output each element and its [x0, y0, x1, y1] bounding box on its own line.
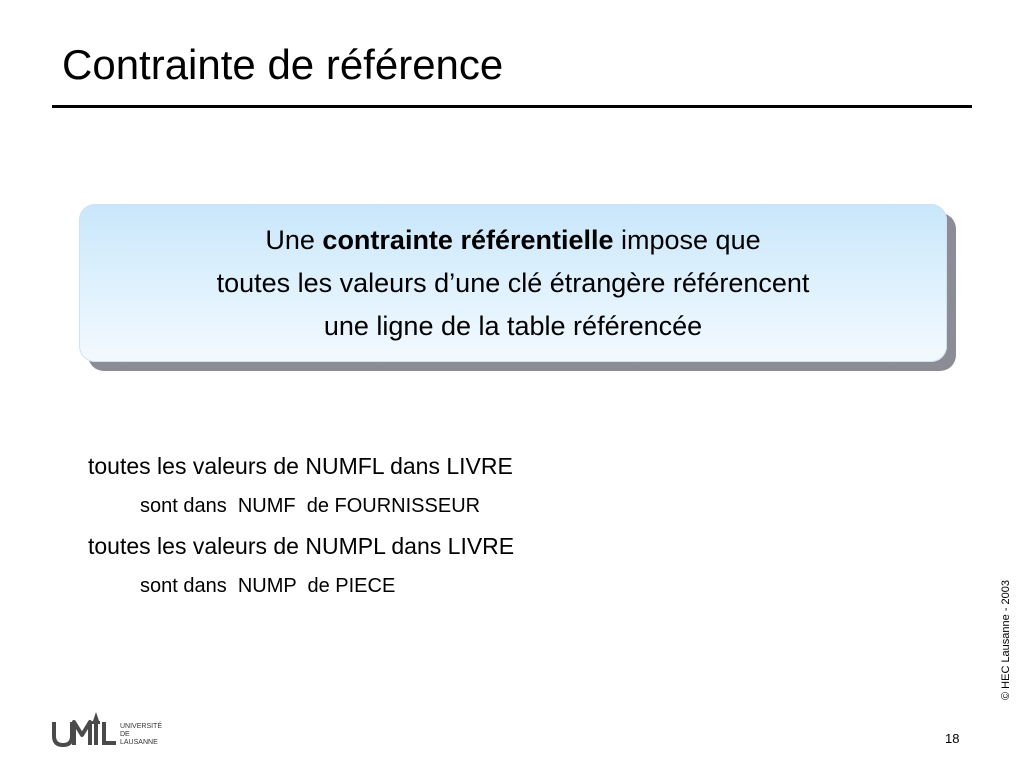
unil-logo-graphic	[52, 708, 177, 750]
logo-line-1: UNIVERSITÉ	[120, 723, 163, 730]
definition-box	[79, 204, 947, 362]
definition-term: contrainte référentielle	[322, 224, 614, 255]
definition-line-1	[265, 219, 760, 262]
definition-line-3: une ligne de la table référencée	[323, 310, 703, 341]
definition-line-2: toutes les valeurs d’une clé étrangère référencent	[216, 267, 810, 298]
example-1-detail: sont dans NUMF de FOURNISSEUR	[140, 495, 481, 517]
example-2-detail: sont dans NUMP de PIECE	[140, 575, 396, 597]
definition-line-1-start: Une	[265, 224, 323, 255]
example-1-statement: toutes les valeurs de NUMFL dans LIVRE	[88, 453, 513, 479]
slide-title: Contrainte de référence	[62, 41, 504, 88]
definition-line-1-end: impose que	[613, 224, 761, 255]
page-number: 18	[945, 731, 960, 746]
examples-list	[88, 452, 514, 598]
unil-logo	[52, 708, 177, 755]
title-divider	[52, 105, 972, 108]
logo-line-2: DE	[120, 731, 130, 738]
copyright-notice: © HEC Lausanne - 2003	[1000, 579, 1012, 700]
logo-line-3: LAUSANNE	[120, 739, 158, 746]
example-2-statement: toutes les valeurs de NUMPL dans LIVRE	[88, 533, 515, 559]
